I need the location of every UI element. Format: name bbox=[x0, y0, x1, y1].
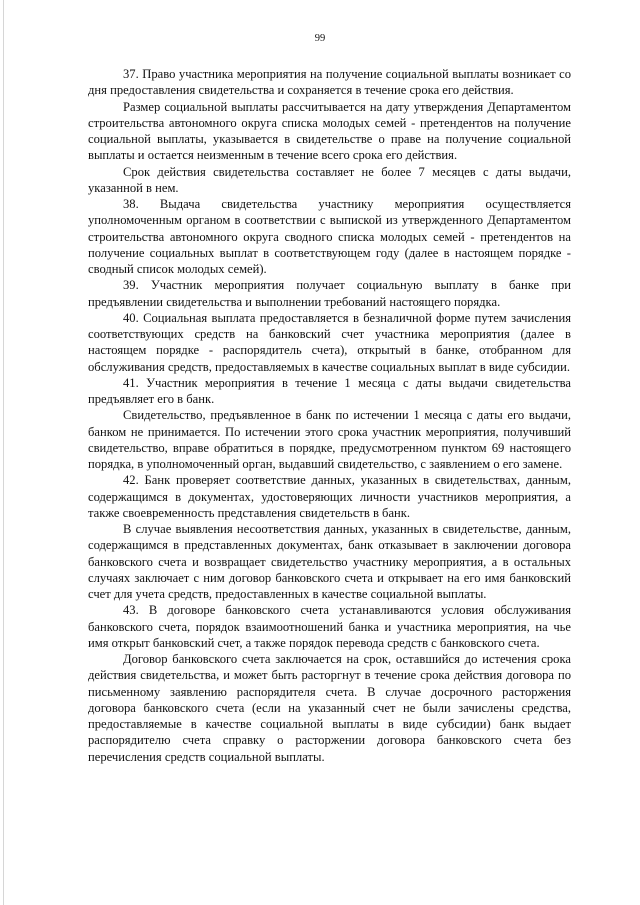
paragraph-43-contract-term: Договор банковского счета заключается на срок, оставшийся до истечения срока действия свидетельства, и может быть расторгнут в течение срока действия договора по письменному заявлению распорядителя счета. В случае досрочного расторжения договора банковского счета (если на указанный счет не были зачислены средства, предоставляемые в качестве социальной выплаты в виде субсидии) банк выдает распорядителю счета справку о расторжении договора банковского счета без перечисления средств социальной выплаты. bbox=[88, 652, 571, 764]
document-body bbox=[88, 66, 571, 765]
paragraph-42: 42. Банк проверяет соответствие данных, указанных в свидетельствах, данным, содержащимся в документах, удостоверяющих личности участников мероприятия, а также своевременность представления свидетельств в банк. bbox=[88, 473, 571, 520]
paragraph-40: 40. Социальная выплата предоставляется в безналичной форме путем зачисления соответствующих средств на банковский счет участника мероприятия (далее в настоящем порядке - распорядитель счета), открытый в банке, отобранном для обслуживания средств, предоставляемых в качестве социальных выплат в виде субсидии. bbox=[88, 310, 571, 374]
page-edge-line bbox=[3, 0, 4, 905]
paragraph-39: 39. Участник мероприятия получает социальную выплату в банке при предъявлении свидетельства и выполнении требований настоящего порядка. bbox=[88, 278, 571, 309]
paragraph-42-mismatch: В случае выявления несоответствия данных, указанных в свидетельстве, данным, содержащимся в представленных документах, банк отказывает в заключении договора банковского счета и возвращает свидетельство участнику мероприятия, а в остальных случаях заключает с ним договор банковского счета и открывает на его имя банковский счет для учета средств, предоставленных в качестве социальной выплаты. bbox=[88, 522, 571, 601]
paragraph-41: 41. Участник мероприятия в течение 1 месяца с даты выдачи свидетельства предъявляет его в банк. bbox=[88, 375, 571, 406]
page-number: 99 bbox=[314, 33, 326, 44]
paragraph-37-validity-period: Срок действия свидетельства составляет не более 7 месяцев с даты выдачи, указанной в нем. bbox=[88, 164, 571, 195]
paragraph-38: 38. Выдача свидетельства участнику мероприятия осуществляется уполномоченным органом в соответствии с выпиской из утвержденного Департаментом строительства автономного округа сводного списка молодых семей - претендентов на получение социальных выплат в соответствующем году (далее в настоящем порядке - сводный список молодых семей). bbox=[88, 197, 571, 276]
paragraph-41-expired-certificate: Свидетельство, предъявленное в банк по истечении 1 месяца с даты его выдачи, банком не принимается. По истечении этого срока участник мероприятия, получивший свидетельство, вправе обратиться в порядке, предусмотренном пунктом 69 настоящего порядка, в уполномоченный орган, выдавший свидетельство, с заявлением о его замене. bbox=[88, 408, 571, 471]
paragraph-37: 37. Право участника мероприятия на получение социальной выплаты возникает со дня предоставления свидетельства и сохраняется в течение срока его действия. bbox=[88, 67, 571, 98]
paragraph-37-payment-amount: Размер социальной выплаты рассчитывается на дату утверждения Департаментом строительства автономного округа списка молодых семей - претендентов на получение социальной выплаты, указывается в свидетельстве о праве на получение социальной выплаты и остается неизменным в течение всего срока его действия. bbox=[88, 99, 571, 163]
paragraph-43: 43. В договоре банковского счета устанавливаются условия обслуживания банковского счета, порядок взаимоотношений банка и участника мероприятия, на чье имя открыт банковский счет, а также порядок перевода средств с банковского счета. bbox=[88, 603, 571, 650]
